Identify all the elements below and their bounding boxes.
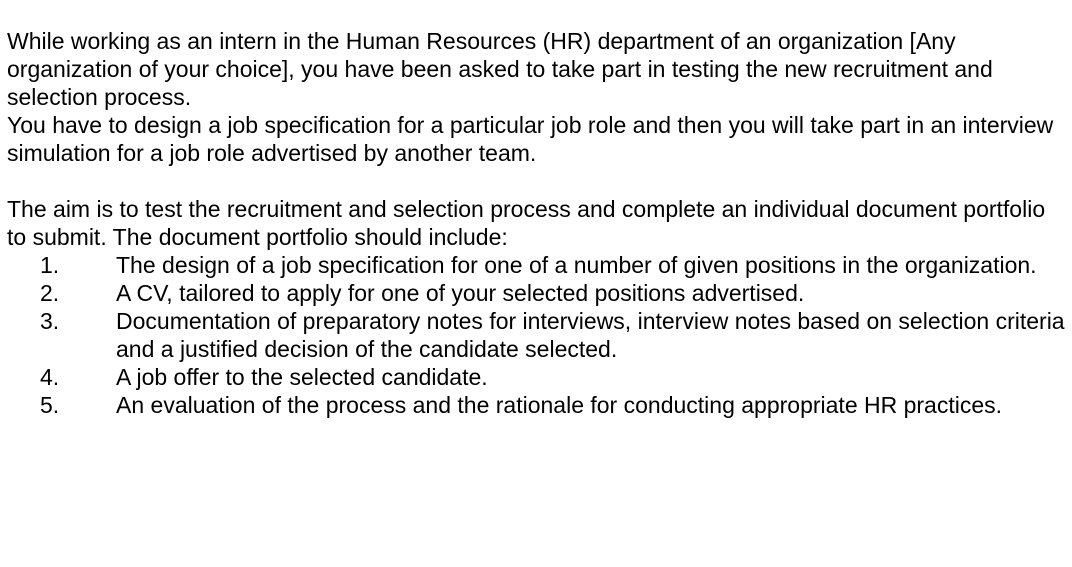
list-item-number: 2.: [40, 280, 60, 306]
list-item-text: The design of a job specification for one of a number of given positions in the organization.: [116, 252, 1037, 278]
list-item-number: 1.: [40, 252, 60, 278]
intro-paragraph-2: You have to design a job specification for a particular job role and then you will take part in an interview simulation for a job role advertised by another team.: [7, 112, 1054, 166]
aim-paragraph: The aim is to test the recruitment and selection process and complete an individual document portfolio to submit. The document portfolio should include:: [7, 196, 1046, 250]
list-item: [7, 307, 1067, 363]
list-item-text: An evaluation of the process and the rationale for conducting appropriate HR practices.: [116, 392, 1003, 418]
paragraph-spacer: [7, 167, 1067, 195]
list-item-number: 5.: [40, 392, 60, 418]
list-item-text: A CV, tailored to apply for one of your selected positions advertised.: [116, 280, 805, 306]
document-body: [7, 27, 1067, 419]
list-item: [7, 251, 1067, 279]
portfolio-list: [7, 251, 1067, 419]
list-item: [7, 279, 1067, 307]
list-item-number: 4.: [40, 364, 60, 390]
intro-paragraph-1: While working as an intern in the Human Resources (HR) department of an organization [Any organization of your choice], you have been asked to take part in testing the new recruitment and selection process.: [7, 28, 993, 110]
list-item: [7, 363, 1067, 391]
list-item-text: Documentation of preparatory notes for interviews, interview notes based on selection criteria and a justified decision of the candidate selected.: [116, 308, 1065, 362]
list-item-number: 3.: [40, 308, 60, 334]
list-item: [7, 391, 1067, 419]
list-item-text: A job offer to the selected candidate.: [116, 364, 488, 390]
